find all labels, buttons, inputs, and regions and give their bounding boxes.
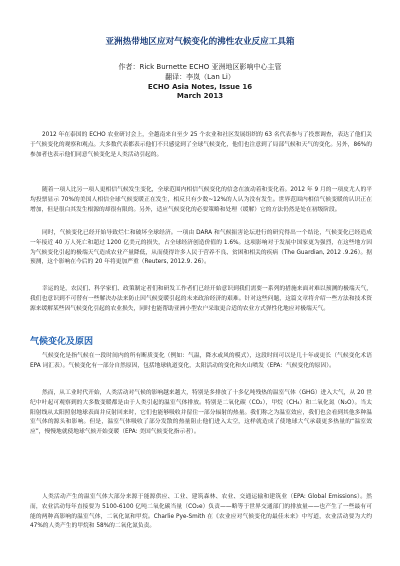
paragraph-intro: 2012 年在泰国的 ECHO 农业研讨会上，全越南来自至少 25 个农业和社区发展组织的 63 名代表参与了投票调查，表达了他们关于气候变化的观察和观点。大多数代表都表示他们不只感觉到了全球气候变化，他们也注意到了局部气候和天气的变化。另外，86%的参加者也表示他们同意气候变化是人类活动引起的。: [30, 132, 372, 158]
section-paragraph-sources: 人类活动产生的温室气体大部分来源于能源供应、工业、建筑森林、农业、交通运输和建筑业（EPA: Global Emissions）。然而，农业活动每年直接要为 5100-6100 亿吨二氧化碳当量（CO₂e）负责——略等于世界交通部门的排放量——也产生了一些最有可能的两种高影响的温室气体，二氧化氮和甲烷。Charlie Pye-Smith 在《农业应对气候变化的最佳未来》中写道，农业活动要为大约 47%的人类产生的甲烷和 58%的二氧化氮负责。: [30, 494, 372, 530]
section-paragraph-greenhouse: 然而，从工业时代开始，人类活动对气候的影响越来越大，特别是多排放了十多亿吨残热的温室气体（GHG）进入大气，从 20 世纪中叶起可观察到的大多数变暖都是由于人类引起的温室气体排放。特别是二氧化碳（CO₂），甲烷（CH₄）和二氧化氮（N₂O）。当太阳射线从太阳照射地球表面并反射回来时，它们也能够吸收并留住一部分辐射的热量。我们称之为温室效应，我们也会看到其他多种温室气体的源头和影响。但是，温室气体吸收了部分发散的热量阻止他们进入太空，这样就造成了使地球大气承载更多热量的“温室效应”，慢慢地就使地球气候开始变暖（EPA: 美国气候变化指示者）。: [30, 390, 372, 436]
translator-line: 翻译：李岚（Lan Li）: [165, 72, 235, 81]
author-line: 作者：Rick Burnette ECHO 亚洲地区影响中心主管: [118, 63, 282, 71]
document-meta: [0, 63, 400, 102]
section-paragraph-definition: 气候变化是指气候在一段时间内的所有断质变化（例如：气温，降水或风的模式），这段时间可以是几十年或更长（气候变化术语 EPA 词汇表）。气候变化有一部分自然原因，包括地球轨道变化，太阳活动的变化和火山喷发（EPA：气候变化的原因）。: [30, 353, 372, 369]
issue-line: ECHO Asia Notes, Issue 16: [147, 82, 253, 91]
paragraph-belief: 随着一项人比另一项人更相信气候发生变化，全球范围内相信气候变化的信念在波动着和变化着。2012 年 9 月的一项皮尤人的平均投票显示 70%的美国人相信全球气候变暖正在发生，相反只有少数~12%的人认为没有发生。世界范围内相信气候变暖的认识正在增加，但是很白其发生根源的却很有限的。另外，适应气候变化的必要策略和处理（缓解）它的方法仍然是处在初级阶段。: [30, 187, 372, 213]
document-title: 亚洲热带地区应对气候变化的沸性农业反应工具箱: [105, 37, 295, 47]
section-heading: 气候变化及原因: [30, 337, 94, 347]
date-line: March 2013: [176, 92, 224, 101]
paragraph-solutions: 幸运的是，农民们、科学家们、政策制定者们和研发工作者们已经开始意识到我们需要一系列的措施来面对难以预测的极端天气，我们也意识到不可替有一些解决办法来防止因气候变暖引起的未来政治经济的艰难。针对这些问题，这篇文章将介绍一些方法和技术资源来缓解某些因气候变化引起的农业损失，同时也能帮助亚洲小型农户采取更合适的农业方式弹性化地应对极端天气。: [30, 286, 372, 312]
document-header: [0, 37, 400, 102]
paragraph-impact: 同时，气候变化已经开始导致烂仁和破坏全球经济。一项由 DARA 和气候振害论坛进行的研究得出一个结论，气候变化已经造成一年接近 40 万人死亡和超过 1200 亿美元的损失，占全球经济创造价值的 1.6%。这项影响对于发展中国家更为强烈，在这些地方因为气候变化引起的极端天气造成农业产量降低，从而使得许多人民于营养不良、贫困和相关的疾病（The Guardian, 2012 .9.26）。据预测，这个影响在今后的 20 年将更加严重（Reuters, 2012.9. 26）。: [30, 230, 372, 266]
